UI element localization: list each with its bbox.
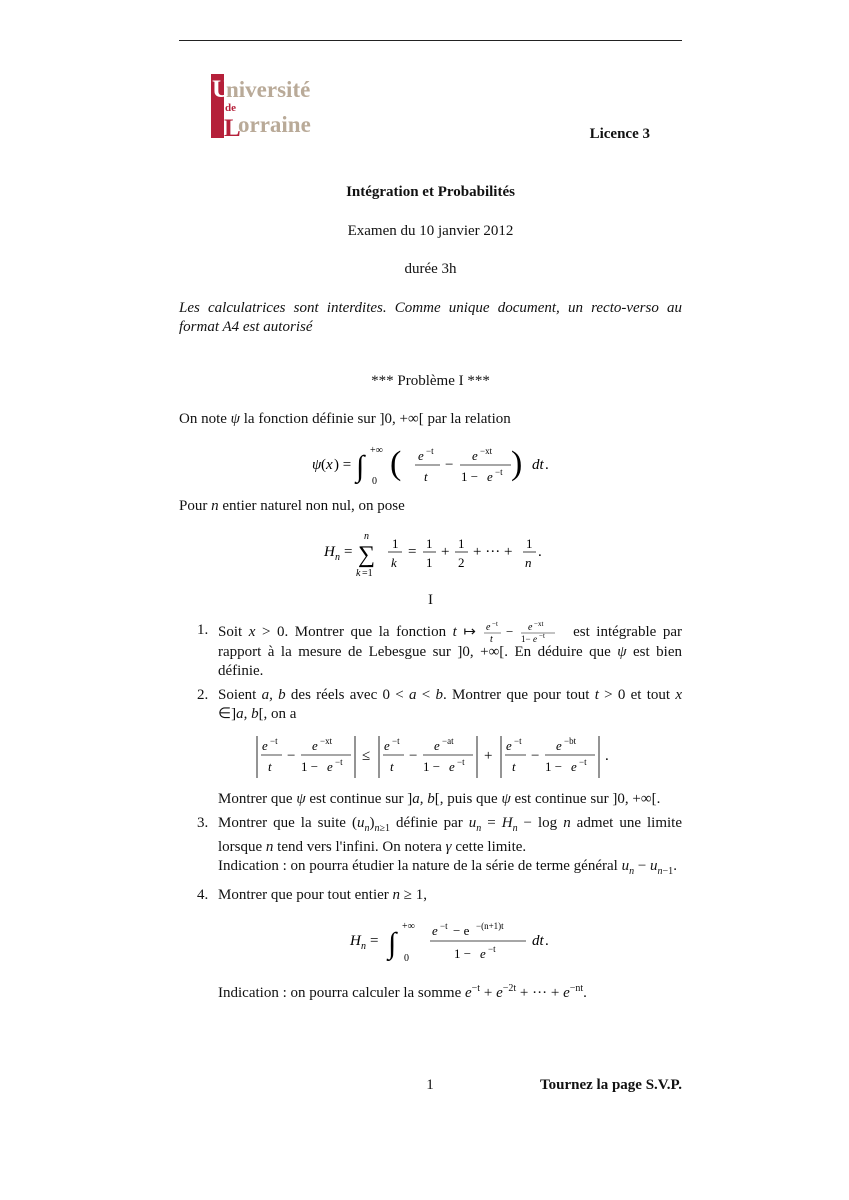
svg-text:H: H (324, 544, 335, 560)
svg-text:e: e (432, 923, 438, 938)
svg-text:(: ( (321, 457, 326, 473)
svg-text:n: n (364, 531, 369, 542)
svg-text:1 −: 1 − (545, 759, 563, 774)
svg-text:1 −: 1 − (454, 946, 472, 961)
svg-text:−t: −t (514, 736, 522, 746)
svg-text:−xt: −xt (480, 446, 493, 456)
svg-text:e: e (480, 946, 486, 961)
svg-text:e: e (527, 622, 532, 633)
svg-text:0: 0 (404, 953, 409, 964)
svg-text:−: − (505, 624, 513, 639)
svg-text:−t: −t (270, 736, 278, 746)
svg-text:1: 1 (526, 536, 533, 551)
svg-text:e: e (434, 738, 440, 753)
svg-text:ψ: ψ (312, 457, 322, 473)
question-1: 1. Soit x > 0. Montrer que la fonction t ↦ e −t t − e −xt 1− e −t est intégrable par rapport à la mesure de Lebesgue sur ]0, +∞[. En déduire que ψ est bien définie. (197, 621, 682, 679)
svg-text:−bt: −bt (564, 736, 577, 746)
svg-text:) =: ) = (334, 457, 352, 473)
svg-text:−t: −t (440, 921, 448, 931)
svg-text:k: k (391, 555, 397, 570)
svg-text:(: ( (390, 445, 402, 482)
exam-notice: Les calculatrices sont interdites. Comme unique document, un recto-verso au format A4 est autorisé (179, 300, 682, 335)
svg-text:.: . (545, 457, 549, 473)
course-title: Intégration et Probabilités (346, 184, 515, 200)
svg-text:t: t (512, 759, 516, 774)
svg-text:−t: −t (335, 757, 343, 767)
top-rule (179, 40, 682, 41)
svg-text:1: 1 (426, 555, 433, 570)
hn-intro: Pour n entier naturel non nul, on pose (179, 498, 405, 514)
svg-text:+: + (441, 544, 450, 560)
svg-text:−xt: −xt (320, 736, 333, 746)
svg-text:0: 0 (372, 476, 377, 487)
svg-text:+: + (484, 748, 493, 764)
svg-text:− e: − e (453, 923, 470, 938)
svg-text:e: e (418, 448, 424, 463)
svg-text:−t: −t (491, 621, 498, 628)
svg-text:−at: −at (442, 736, 454, 746)
svg-text:.: . (538, 544, 542, 560)
logo-l-letter: L (224, 115, 241, 140)
svg-text:n: n (525, 555, 532, 570)
section-label: I (428, 592, 433, 608)
svg-text:.: . (545, 933, 549, 949)
question-2: 2. Soient a, b des réels avec 0 < a < b. Montrer que pour tout t > 0 et tout x ∈]a, b[, on a e −t t − e −xt 1 − e −t ≤ e −t t − e −at 1 − e −t + e −t t − e −bt 1 − e −t . Montrer que ψ est continue sur ]a, b[, puis que ψ est continue sur ]0, +∞[. (197, 687, 683, 807)
svg-text:e: e (485, 622, 490, 633)
svg-text:1: 1 (458, 536, 465, 551)
svg-text:−t: −t (392, 736, 400, 746)
svg-text:e: e (556, 738, 562, 753)
svg-text:e: e (262, 738, 268, 753)
logo-line3: orraine (238, 112, 311, 137)
hn-integral-formula (346, 911, 566, 971)
svg-text:−t: −t (538, 632, 545, 640)
svg-text:+∞: +∞ (370, 445, 383, 456)
svg-text:k: k (356, 568, 361, 579)
svg-text:=: = (344, 544, 353, 560)
svg-text:e: e (487, 469, 493, 484)
svg-text:−t: −t (426, 446, 434, 456)
psi-formula (300, 438, 560, 490)
svg-text:x: x (326, 457, 333, 473)
question-number: 1. (197, 622, 209, 638)
svg-text:e: e (449, 759, 455, 774)
svg-text:e: e (532, 634, 537, 643)
svg-text:e: e (384, 738, 390, 753)
svg-text:n: n (335, 552, 340, 563)
svg-text:e: e (327, 759, 333, 774)
svg-text:−: − (287, 748, 296, 764)
inequality-formula (254, 732, 644, 782)
page-number: 1 (426, 1077, 434, 1093)
svg-text:+∞: +∞ (402, 921, 415, 932)
svg-text:e: e (312, 738, 318, 753)
svg-text:): ) (511, 445, 523, 482)
svg-text:2: 2 (458, 555, 465, 570)
problem-title: *** Problème I *** (371, 373, 490, 389)
svg-text:−t: −t (495, 467, 503, 477)
question-3: 3. Montrer que la suite $(u_n)_{n\ge 1}$ définie par $u_n = H_n - \log n$ admet une limite lorsque n tend vers l'infini. On notera γ cette limite. Indication : on pourra étudier la nature de la série de terme général $u_n - u_{n-1}$. (197, 815, 682, 877)
svg-text:∑: ∑ (358, 542, 376, 568)
turn-page-label: Tournez la page S.V.P. (540, 1077, 682, 1093)
svg-text:1−: 1− (520, 634, 531, 643)
svg-text:−t: −t (579, 757, 587, 767)
svg-text:n: n (361, 941, 366, 952)
hn-formula (320, 528, 550, 582)
svg-text:1 −: 1 − (301, 759, 319, 774)
logo-line2: de (225, 102, 236, 114)
level-label: Licence 3 (589, 126, 650, 142)
svg-text:dt: dt (532, 457, 544, 473)
svg-text:∫: ∫ (388, 927, 397, 960)
integrand-fraction (483, 621, 567, 643)
svg-text:−(n+1)t: −(n+1)t (476, 921, 504, 931)
question-2-continuation: Montrer que ψ est continue sur ]a, b[, puis que ψ est continue sur ]0, +∞[. (218, 791, 661, 807)
svg-text:≤: ≤ (362, 748, 371, 764)
svg-text:t: t (489, 634, 493, 643)
svg-text:e: e (506, 738, 512, 753)
svg-text:−: − (445, 457, 454, 473)
svg-text:=1: =1 (362, 568, 373, 579)
problem-intro: On note ψ la fonction définie sur ]0, +∞[ par la relation (179, 411, 511, 427)
svg-text:1: 1 (426, 536, 433, 551)
question-number: 4. (197, 887, 209, 903)
logo-line1: niversité (226, 77, 311, 102)
university-logo (211, 74, 351, 140)
logo-u-letter: U (212, 76, 231, 103)
svg-text:H: H (350, 933, 361, 949)
question-4: 4. Montrer que pour tout entier n ≥ 1, H n = ∫ +∞ 0 e −t − e −(n+1)t 1 − e −t dt . Indication : on pourra calculer la somme $e^{-t} + e^{-2t}$ + ··· + $e^{-nt}$. (197, 887, 587, 1001)
exam-date: Examen du 10 janvier 2012 (347, 223, 514, 239)
svg-text:=: = (408, 544, 417, 560)
svg-text:t: t (268, 759, 272, 774)
svg-text:.: . (605, 748, 609, 764)
svg-text:dt: dt (532, 933, 544, 949)
exam-duration: durée 3h (404, 261, 457, 277)
svg-text:e: e (472, 448, 478, 463)
svg-text:t: t (424, 469, 428, 484)
svg-text:∫: ∫ (356, 450, 365, 483)
svg-text:+ ··· +: + ··· + (473, 544, 513, 560)
question-number: 3. (197, 815, 209, 831)
svg-text:−: − (531, 748, 540, 764)
svg-text:−t: −t (457, 757, 465, 767)
svg-text:−t: −t (488, 944, 496, 954)
svg-text:1 −: 1 − (461, 469, 479, 484)
svg-text:−xt: −xt (533, 621, 543, 628)
svg-text:−: − (409, 748, 418, 764)
svg-text:e: e (571, 759, 577, 774)
question-list (179, 621, 682, 1003)
question-number: 2. (197, 687, 209, 703)
svg-text:=: = (370, 933, 379, 949)
svg-text:1: 1 (392, 536, 399, 551)
svg-text:1 −: 1 − (423, 759, 441, 774)
svg-text:t: t (390, 759, 394, 774)
